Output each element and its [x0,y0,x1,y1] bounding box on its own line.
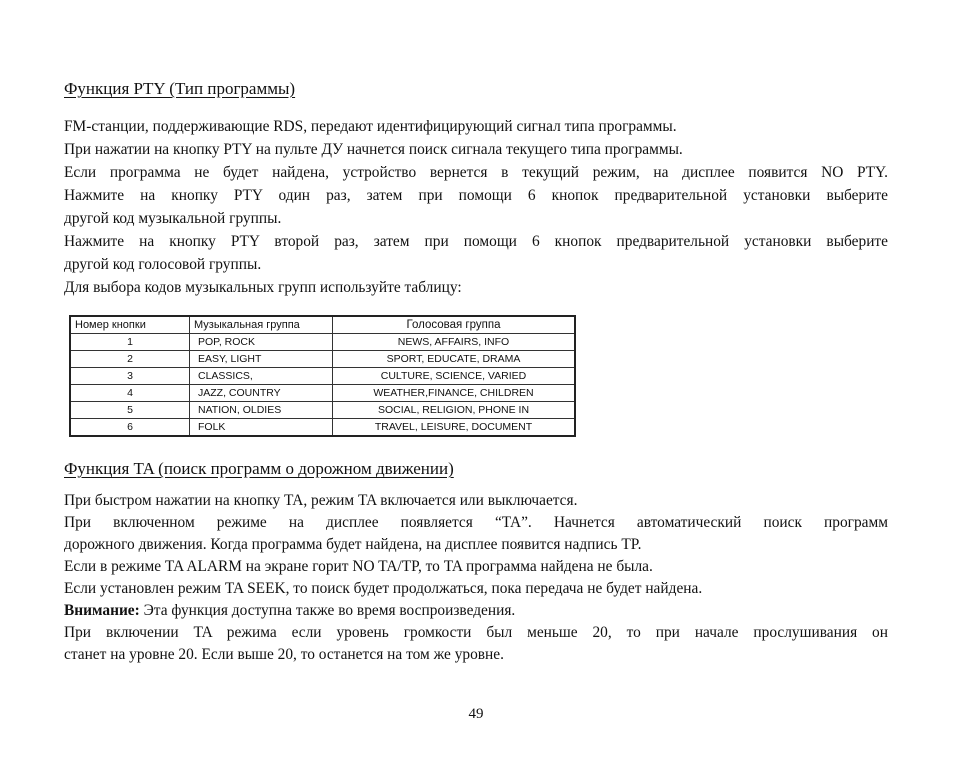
button-number-cell: 2 [70,351,190,368]
music-group-cell: FOLK [190,419,333,437]
table-row [70,385,575,402]
pty-line-3: Если программа не будет найдена, устройство вернется в текущий режим, на дисплее появится NO PTY. [64,164,888,181]
voice-group-cell: SPORT, EDUCATE, DRAMA [333,351,576,368]
button-number-cell: 1 [70,334,190,351]
ta-line-3: Если в режиме TA ALARM на экране горит NO TA/TP, то TA программа найдена не была. [64,558,653,575]
table-row [70,334,575,351]
ta-line-6a: При включении TA режима если уровень громкости был меньше 20, то при начале прослушивания он [64,624,888,641]
music-group-cell: CLASSICS, [190,368,333,385]
attention-label: Внимание: [64,602,140,619]
button-number-cell: 4 [70,385,190,402]
music-group-cell: NATION, OLDIES [190,402,333,419]
pty-line-4: Нажмите на кнопку PTY один раз, затем при помощи 6 кнопок предварительной установки выберите [64,187,888,204]
ta-line-2a: При включенном режиме на дисплее появляется “TA”. Начнется автоматический поиск программ [64,514,888,531]
music-group-cell: EASY, LIGHT [190,351,333,368]
ta-line-2b: дорожного движения. Когда программа будет найдена, на дисплее появится надпись TP. [64,536,642,553]
pty-line-1: FM-станции, поддерживающие RDS, передают идентифицирующий сигнал типа программы. [64,118,677,135]
table-row [70,368,575,385]
header-music-group: Музыкальная группа [190,316,333,334]
pty-line-5: другой код музыкальной группы. [64,210,282,227]
voice-group-cell: SOCIAL, RELIGION, PHONE IN [333,402,576,419]
pty-heading: Функция PTY (Тип программы) [64,79,296,98]
button-number-cell: 6 [70,419,190,437]
attention-text: Эта функция доступна также во время воспроизведения. [139,602,516,619]
ta-line-1: При быстром нажатии на кнопку TA, режим TA включается или выключается. [64,492,578,509]
page-number: 49 [468,706,484,722]
button-number-cell: 3 [70,368,190,385]
header-button-number: Номер кнопки [70,316,190,334]
voice-group-cell: NEWS, AFFAIRS, INFO [333,334,576,351]
ta-heading: Функция TA (поиск программ о дорожном движении) [64,459,454,478]
table-row [70,402,575,419]
table-header-row [70,316,575,334]
button-number-cell: 5 [70,402,190,419]
pty-line-2: При нажатии на кнопку PTY на пульте ДУ начнется поиск сигнала текущего типа программы. [64,141,683,158]
ta-line-4: Если установлен режим TA SEEK, то поиск будет продолжаться, пока передача не будет найдена. [64,580,703,597]
pty-body [64,115,888,299]
ta-attention [64,600,888,622]
header-voice-group: Голосовая группа [333,316,576,334]
pty-line-7: другой код голосовой группы. [64,256,262,273]
pty-code-table [69,315,576,437]
table-row [70,351,575,368]
voice-group-cell: CULTURE, SCIENCE, VARIED [333,368,576,385]
ta-line-6b: станет на уровне 20. Если выше 20, то останется на том же уровне. [64,646,504,663]
music-group-cell: POP, ROCK [190,334,333,351]
pty-line-6: Нажмите на кнопку PTY второй раз, затем при помощи 6 кнопок предварительной установки выберите [64,233,888,250]
voice-group-cell: TRAVEL, LEISURE, DOCUMENT [333,419,576,437]
pty-line-8: Для выбора кодов музыкальных групп используйте таблицу: [64,279,462,296]
ta-body [64,490,888,666]
music-group-cell: JAZZ, COUNTRY [190,385,333,402]
voice-group-cell: WEATHER,FINANCE, CHILDREN [333,385,576,402]
table-row [70,419,575,437]
